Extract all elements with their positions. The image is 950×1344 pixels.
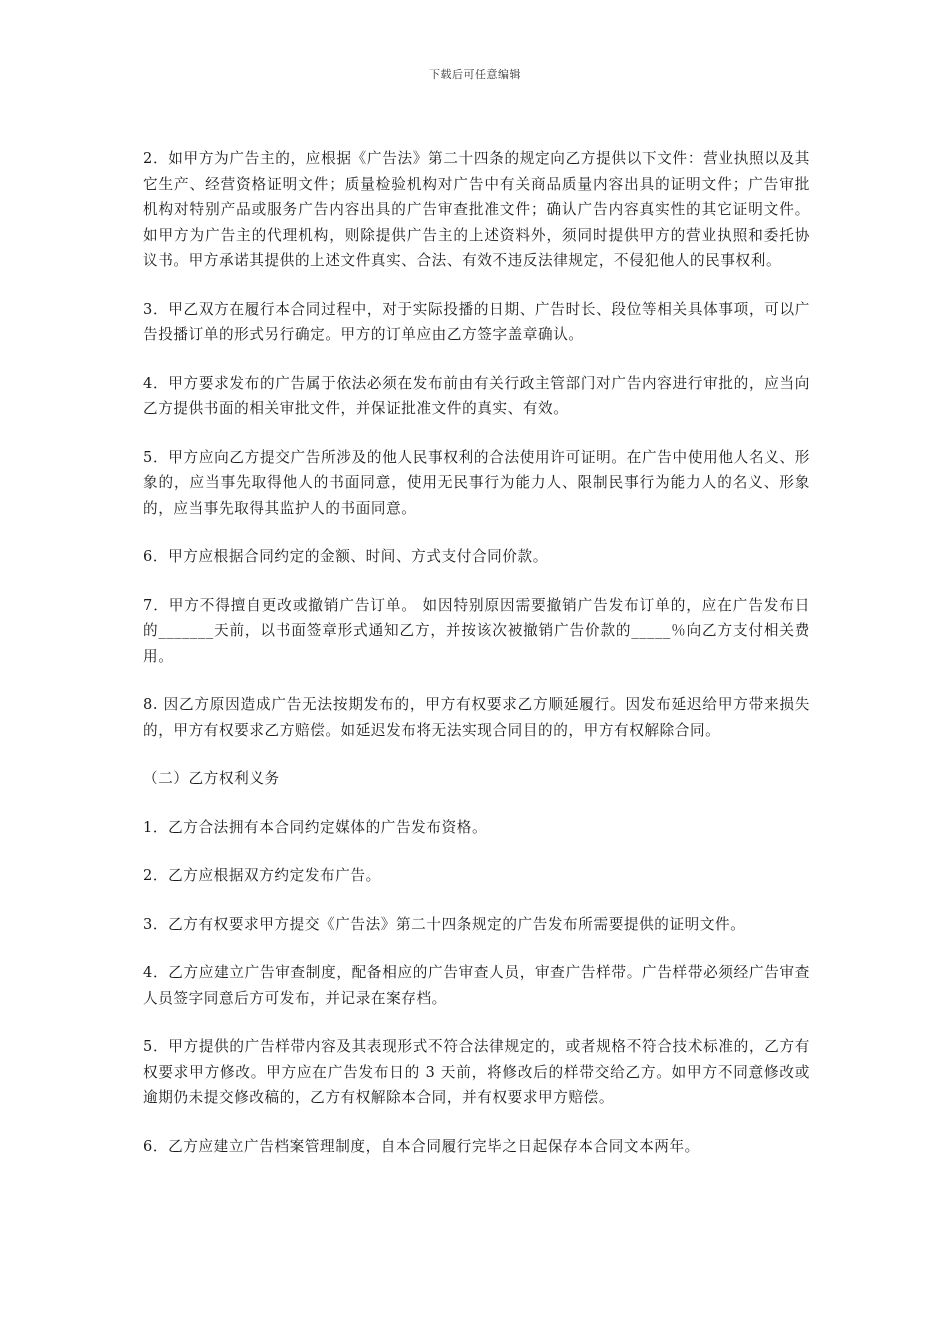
clause-b3: 3．乙方有权要求甲方提交《广告法》第二十四条规定的广告发布所需要提供的证明文件。 [143,915,746,933]
document-body [143,146,810,1182]
clause-b2: 2．乙方应根据双方约定发布广告。 [143,867,381,884]
clause-a6: 6．甲方应根据合同约定的金额、时间、方式支付合同价款。 [143,548,548,565]
page-header-note: 下载后可任意编辑 [429,68,521,81]
clause-a7: 7．甲方不得擅自更改或撤销广告订单。 如因特别原因需要撤销广告发布订单的，应在广告发布日的_______天前，以书面签章形式通知乙方，并按该次被撤销广告价款的_____％向乙方支付相关费用。 [143,596,810,665]
clause-a4: 4．甲方要求发布的广告属于依法必须在发布前由有关行政主管部门对广告内容进行审批的，应当向乙方提供书面的相关审批文件，并保证批准文件的真实、有效。 [143,374,810,417]
clause-a2: 2．如甲方为广告主的，应根据《广告法》第二十四条的规定向乙方提供以下文件：营业执照以及其它生产、经营资格证明文件；质量检验机构对广告中有关商品质量内容出具的证明文件；广告审批机构对特别产品或服务广告内容出具的广告审查批准文件；确认广告内容真实性的其它证明文件。如甲方为广告主的代理机构，则除提供广告主的上述资料外，须同时提供甲方的营业执照和委托协议书。甲方承诺其提供的上述文件真实、合法、有效不违反法律规定，不侵犯他人的民事权利。 [143,150,810,269]
clause-b4: 4．乙方应建立广告审查制度，配备相应的广告审查人员，审查广告样带。广告样带必须经广告审查人员签字同意后方可发布，并记录在案存档。 [143,964,810,1007]
clause-a5: 5．甲方应向乙方提交广告所涉及的他人民事权利的合法使用许可证明。在广告中使用他人名义、形象的，应当事先取得他人的书面同意，使用无民事行为能力人、限制民事行为能力人的名义、形象的，应当事先取得其监护人的书面同意。 [143,448,810,517]
section-heading-party-b: （二）乙方权利义务 [143,770,280,787]
clause-b6: 6．乙方应建立广告档案管理制度，自本合同履行完毕之日起保存本合同文本两年。 [143,1137,700,1155]
clause-b5: 5．甲方提供的广告样带内容及其表现形式不符合法律规定的，或者规格不符合技术标准的，乙方有权要求甲方修改。甲方应在广告发布日的 3 天前，将修改后的样带交给乙方。如甲方不同意修改或逾期仍未提交修改稿的，乙方有权解除本合同，并有权要求甲方赔偿。 [143,1038,810,1106]
clause-a3: 3．甲乙双方在履行本合同过程中，对于实际投播的日期、广告时长、段位等相关具体事项，可以广告投播订单的形式另行确定。甲方的订单应由乙方签字盖章确认。 [143,300,810,343]
clause-b1: 1．乙方合法拥有本合同约定媒体的广告发布资格。 [143,818,488,836]
clause-a8: 8. 因乙方原因造成广告无法按期发布的，甲方有权要求乙方顺延履行。因发布延迟给甲方带来损失的，甲方有权要求乙方赔偿。如延迟发布将无法实现合同目的的，甲方有权解除合同。 [143,696,810,739]
